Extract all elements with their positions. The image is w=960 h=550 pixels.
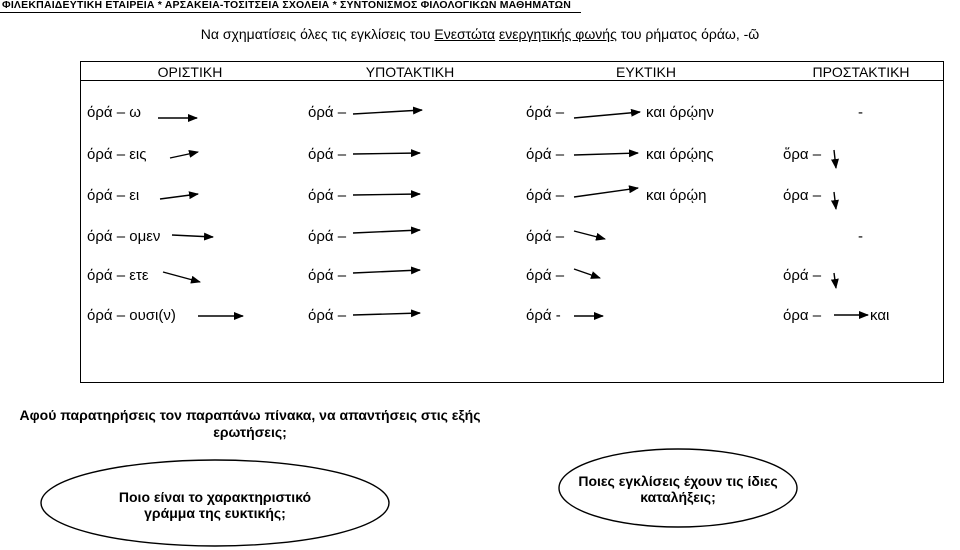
optative-cell: όρά – bbox=[526, 146, 565, 163]
column-header-indicative: ΟΡΙΣΤΙΚΗ bbox=[157, 64, 223, 80]
imperative-example: και bbox=[870, 307, 890, 324]
subjunctive-cell: όρά – bbox=[308, 146, 347, 163]
header-text: ΦΙΛΕΚΠΑΙΔΕΥΤΙΚΗ ΕΤΑΙΡΕΙΑ * ΑΡΣΑΚΕΙΑ-ΤΟΣΙΤΣΕΙΑ ΣΧΟΛΕΙΑ * ΣΥΝΤΟΝΙΣΜΟΣ ΦΙΛΟΛΟΓΙΚΩΝ ΜΑΘΗΜΑΤΩΝ bbox=[2, 0, 572, 11]
imperative-cell: - bbox=[858, 104, 863, 121]
imperative-cell: ὅρα – bbox=[783, 146, 822, 163]
indicative-cell: όρά – εις bbox=[87, 146, 147, 163]
optative-example: και όρῴης bbox=[646, 146, 714, 163]
imperative-cell: όρα – bbox=[783, 307, 822, 324]
column-header-imperative: ΠΡΟΣΤΑΚΤΙΚΗ bbox=[812, 64, 910, 80]
imperative-cell: - bbox=[858, 228, 863, 245]
title-voice: ενεργητικής φωνής bbox=[499, 26, 617, 42]
optative-cell: όρά – bbox=[526, 104, 565, 121]
optative-cell: όρά - bbox=[526, 307, 561, 324]
indicative-cell: όρά – ει bbox=[87, 187, 140, 204]
indicative-cell: όρά – ομεν bbox=[87, 228, 161, 245]
column-header-optative: ΕΥΚΤΙΚΗ bbox=[616, 64, 676, 80]
question-text: Αφού παρατηρήσεις τον παραπάνω πίνακα, να απαντήσεις στις εξής ερωτήσεις; bbox=[19, 407, 481, 440]
indicative-cell: όρά – ω bbox=[87, 104, 141, 121]
title-part-5: του ρήματος όράω, -ῶ bbox=[616, 26, 760, 42]
subjunctive-cell: όρά – bbox=[308, 307, 347, 324]
left-oval-text: Ποιο είναι το χαρακτηριστικό γράμμα της ευκτικής; bbox=[118, 489, 312, 521]
optative-cell: όρά – bbox=[526, 187, 565, 204]
imperative-cell: όρα – bbox=[783, 187, 822, 204]
optative-example: και όρῴη bbox=[646, 187, 707, 204]
subjunctive-cell: όρά – bbox=[308, 187, 347, 204]
optative-cell: όρά – bbox=[526, 267, 565, 284]
right-oval-text: Ποιες εγκλίσεις έχουν τις ίδιες καταλήξεις; bbox=[578, 473, 778, 505]
optative-cell: όρά – bbox=[526, 228, 565, 245]
subjunctive-cell: όρά – bbox=[308, 104, 347, 121]
column-header-subjunctive: ΥΠΟΤΑΚΤΙΚΗ bbox=[365, 64, 455, 80]
subjunctive-cell: όρά – bbox=[308, 228, 347, 245]
indicative-cell: όρά – ουσι(ν) bbox=[87, 307, 176, 324]
title-tense: Ενεστώτα bbox=[434, 26, 496, 42]
title-part-1: Να σχηματίσεις όλες τις εγκλίσεις του bbox=[200, 26, 435, 42]
indicative-cell: όρά – ετε bbox=[87, 267, 149, 284]
subjunctive-cell: όρά – bbox=[308, 267, 347, 284]
optative-example: και όρῴην bbox=[646, 104, 714, 121]
imperative-cell: όρά – bbox=[783, 267, 822, 284]
